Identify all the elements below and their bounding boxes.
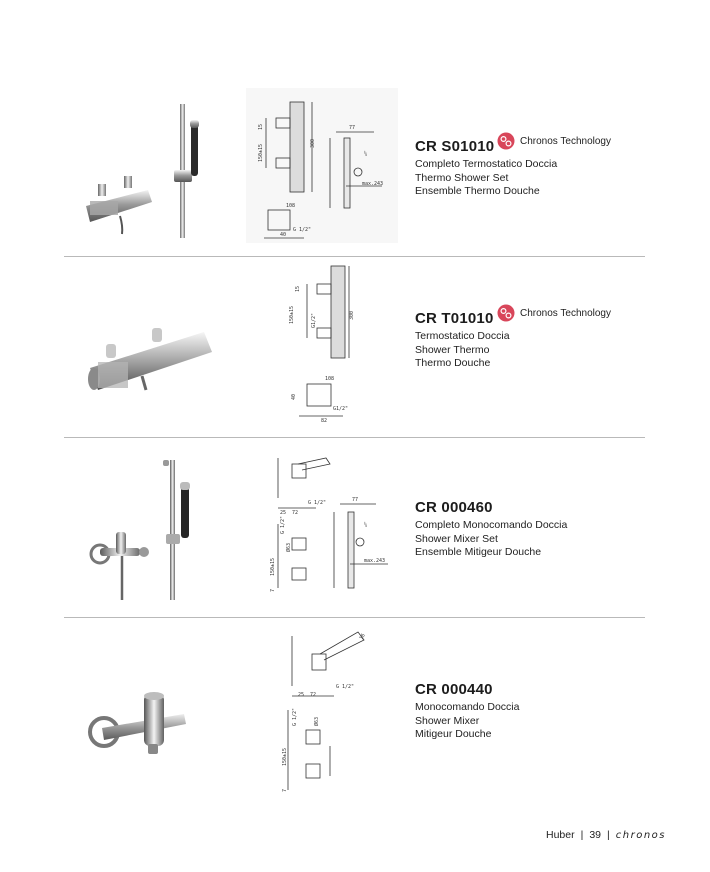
- product-desc-fr: Ensemble Thermo Douche: [415, 185, 540, 197]
- footer-divider: |: [607, 829, 610, 841]
- product-desc-en: Shower Mixer Set: [415, 532, 498, 545]
- dim-label: 82: [321, 418, 328, 424]
- product-photo-000440: [84, 686, 194, 760]
- dim-label: ¼: [364, 522, 368, 528]
- dim-label: Ø63: [314, 716, 320, 726]
- divider: [64, 617, 645, 618]
- product-photo-000460: [86, 456, 206, 602]
- technical-drawing-s01010: [246, 88, 398, 243]
- dim-label: 25: [298, 692, 305, 698]
- divider: [64, 256, 645, 257]
- dim-label: 150±15: [282, 747, 288, 766]
- dim-label: 300: [349, 310, 355, 320]
- dim-label: 300: [310, 138, 316, 148]
- dim-label: 108: [286, 203, 296, 209]
- dim-label: 108: [325, 376, 335, 382]
- technical-drawing-000440: [278, 626, 374, 798]
- dim-label: 15: [295, 285, 301, 292]
- dim-label: 77: [352, 497, 359, 503]
- dim-label: 7: [282, 788, 288, 792]
- dim-label: 72: [310, 692, 317, 698]
- page-number: 39: [589, 829, 602, 841]
- product-desc-fr: Thermo Douche: [415, 357, 491, 369]
- badge-label: Chronos Technology: [520, 135, 611, 147]
- product-desc-it: Completo Termostatico Doccia: [415, 158, 558, 170]
- dim-label: max.243: [362, 181, 384, 187]
- dim-label: Ø63: [286, 542, 292, 552]
- dim-label: 40: [280, 232, 287, 238]
- product-desc-it: Termostatico Doccia: [415, 330, 510, 342]
- product-photo-t01010: [84, 318, 216, 400]
- dim-label: G1/2": [311, 312, 317, 328]
- gears-icon: [497, 304, 515, 322]
- dim-label: 15: [258, 123, 264, 130]
- product-code: CR 000460: [415, 499, 493, 516]
- dim-label: G 1/2": [292, 707, 298, 726]
- dim-label: 25: [280, 510, 287, 516]
- product-info-000460: [415, 499, 567, 560]
- dim-label: G 1/2": [280, 515, 286, 534]
- dim-label: ¼: [364, 151, 368, 157]
- footer-brand: Huber: [546, 829, 575, 841]
- product-desc-fr: Ensemble Mitigeur Douche: [415, 546, 542, 558]
- badge-label: Chronos Technology: [520, 307, 611, 319]
- dim-label: max.243: [364, 558, 386, 564]
- dim-label: 150±15: [258, 143, 264, 162]
- dim-label: 72: [292, 510, 299, 516]
- dim-label: G 1/2": [336, 684, 355, 690]
- product-desc-en: Thermo Shower Set: [415, 171, 509, 184]
- product-photo-s01010: [78, 98, 228, 243]
- chronos-technology-badge: [497, 304, 611, 322]
- dim-label: 150±15: [289, 305, 295, 324]
- dim-label: 150±15: [270, 557, 276, 576]
- dim-label: 7: [270, 588, 276, 592]
- divider: [64, 437, 645, 438]
- product-desc-en: Shower Mixer: [415, 714, 480, 727]
- product-desc-it: Completo Monocomando Doccia: [415, 519, 568, 531]
- dim-label: G 1/2": [308, 500, 327, 506]
- product-desc-it: Monocomando Doccia: [415, 701, 520, 713]
- chronos-logo: chronos: [615, 829, 666, 841]
- product-code: CR T01010: [415, 310, 494, 327]
- footer-divider: |: [580, 829, 584, 841]
- technical-drawing-t01010: [285, 264, 353, 424]
- dim-label: 16: [358, 632, 367, 641]
- product-info-t01010: [415, 310, 510, 371]
- dim-label: G 1/2": [293, 227, 312, 233]
- page-footer: [546, 829, 666, 841]
- product-code: CR S01010: [415, 138, 495, 155]
- chronos-technology-badge: [497, 132, 611, 150]
- product-code: CR 000440: [415, 681, 493, 698]
- technical-drawing-000460: [268, 452, 396, 600]
- product-info-000440: [415, 681, 519, 742]
- product-desc-en: Shower Thermo: [415, 343, 490, 356]
- dim-label: G1/2": [333, 406, 349, 412]
- dim-label: 40: [291, 393, 297, 400]
- gears-icon: [497, 132, 515, 150]
- dim-label: 77: [349, 125, 356, 131]
- product-desc-fr: Mitigeur Douche: [415, 728, 492, 740]
